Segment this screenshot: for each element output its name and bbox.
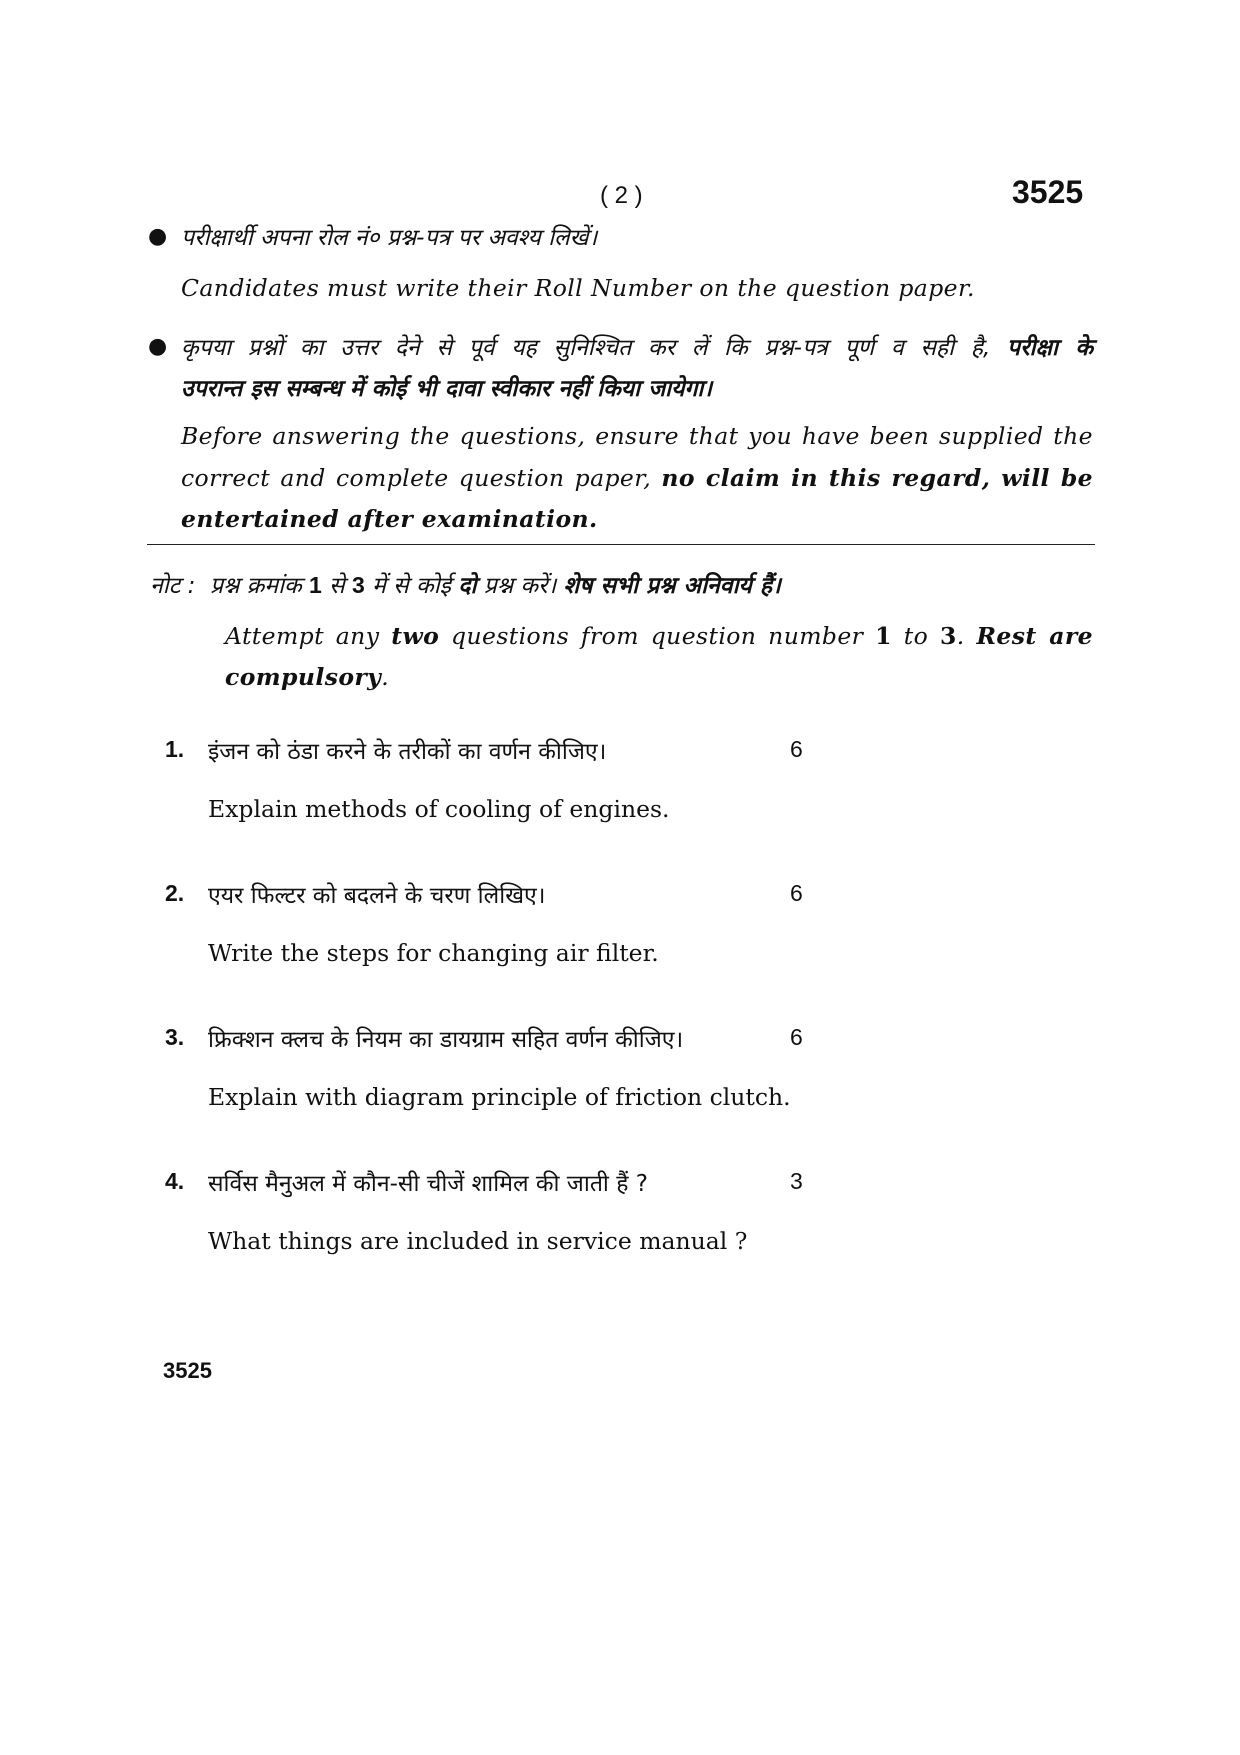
note-text: प्रश्न क्रमांक [210, 573, 302, 599]
check-instruction-english-line1: Before answering the questions, ensure that you have been supplied the [181, 422, 1093, 450]
check-hindi-part: कृपया प्रश्नों का उत्तर देने से पूर्व यह सुनिश्चित कर लें कि प्रश्न-पत्र पूर्ण व सही है, [181, 335, 991, 361]
note-hindi [150, 568, 781, 600]
question-hindi: फ्रिक्शन क्लच के नियम का डायग्राम सहित वर्णन कीजिए। [208, 1027, 684, 1053]
question-english: What things are included in service manual ? [208, 1227, 748, 1255]
note-text: से [329, 573, 345, 599]
question-number: 1. [165, 736, 185, 762]
roll-instruction-english: Candidates must write their Roll Number on the question paper. [181, 274, 975, 302]
question-marks: 6 [790, 880, 803, 906]
note-bold: two [391, 622, 440, 650]
bullet-icon: ● [148, 224, 168, 249]
check-instruction-hindi-line2: उपरान्त इस सम्बन्ध में कोई भी दावा स्वीकार नहीं किया जायेगा। [181, 376, 713, 402]
note-bold: compulsory [225, 663, 382, 691]
note-english-line1 [225, 622, 1093, 650]
question-number: 3. [165, 1024, 185, 1050]
question-number: 2. [165, 880, 185, 906]
question-marks: 6 [790, 1024, 803, 1050]
check-instruction-hindi-line1 [181, 330, 1093, 362]
question-hindi: सर्विस मैनुअल में कौन-सी चीजें शामिल की जाती हैं ? [208, 1171, 648, 1197]
note-bold: शेष सभी प्रश्न अनिवार्य हैं। [563, 573, 781, 599]
question-english: Write the steps for changing air filter. [208, 939, 659, 967]
note-text: . [956, 622, 965, 650]
question-number: 4. [165, 1168, 185, 1194]
check-english-part: correct and complete question paper, [181, 464, 652, 492]
question-english: Explain methods of cooling of engines. [208, 795, 670, 823]
check-instruction-english-line2 [181, 464, 1093, 492]
divider-line [147, 544, 1095, 545]
question-marks: 3 [790, 1168, 803, 1194]
note-text: . [381, 663, 390, 691]
note-english-line2 [225, 663, 389, 691]
question-marks: 6 [790, 736, 803, 762]
note-prefix: नोट : [150, 573, 196, 599]
footer-paper-code: 3525 [163, 1358, 212, 1383]
note-text: to [903, 622, 929, 650]
note-text: questions from question number [451, 622, 864, 650]
check-instruction-english-line3: entertained after examination. [181, 505, 598, 533]
page-number: ( 2 ) [600, 182, 643, 209]
check-english-bold: no claim in this regard, will be [661, 464, 1093, 492]
bullet-icon: ● [148, 334, 168, 359]
note-number: 1 [875, 622, 892, 650]
note-number: 1 [309, 572, 322, 598]
roll-instruction-hindi: परीक्षार्थी अपना रोल नं० प्रश्न-पत्र पर अवश्य लिखें। [181, 225, 598, 251]
note-bold: दो [458, 573, 477, 599]
check-hindi-bold: परीक्षा के [1007, 335, 1093, 361]
question-hindi: इंजन को ठंडा करने के तरीकों का वर्णन कीजिए। [208, 739, 607, 765]
question-hindi: एयर फिल्टर को बदलने के चरण लिखिए। [208, 883, 546, 909]
question-english: Explain with diagram principle of friction clutch. [208, 1083, 791, 1111]
note-number: 3 [352, 572, 365, 598]
note-number: 3 [940, 622, 957, 650]
note-text: Attempt any [225, 622, 380, 650]
paper-code: 3525 [1012, 174, 1084, 210]
note-text: प्रश्न करें। [483, 573, 557, 599]
note-text: में से कोई [372, 573, 451, 599]
note-bold: Rest are [976, 622, 1093, 650]
